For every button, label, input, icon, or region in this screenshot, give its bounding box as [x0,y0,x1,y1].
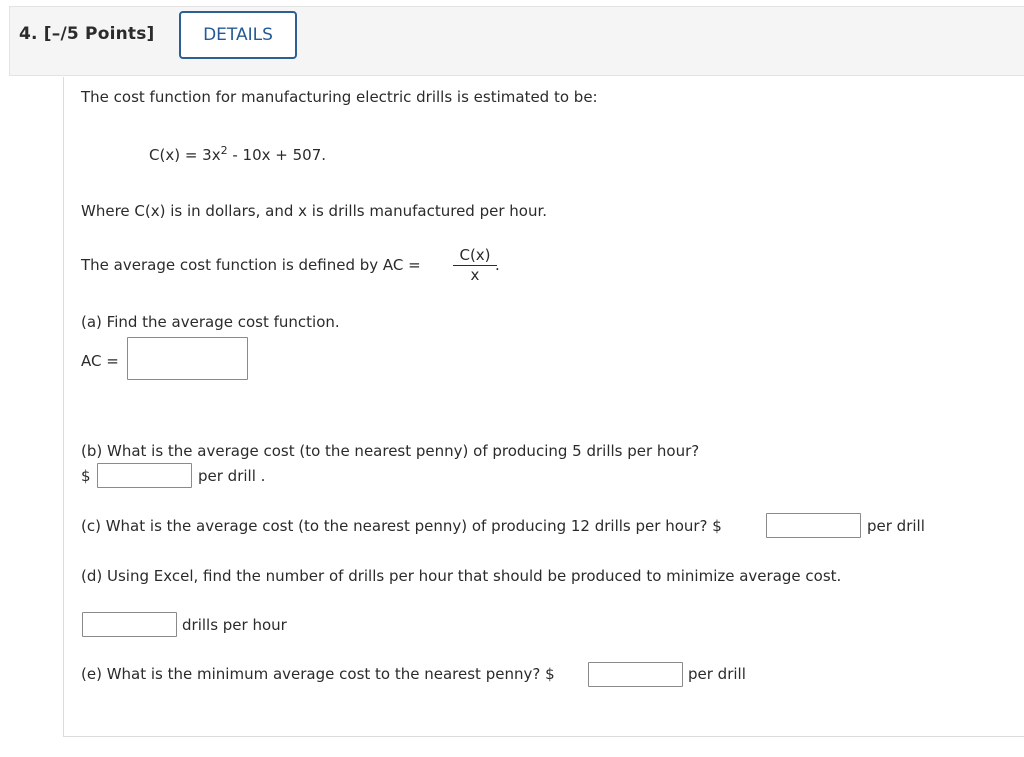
part-a-prompt: (a) Find the average cost function. [81,313,340,331]
question-points-label: 4. [–/5 Points] [19,24,155,44]
part-a-answer-input[interactable] [127,337,248,380]
part-d-prompt: (d) Using Excel, find the number of drills per hour that should be produced to minimize average cost. [81,567,842,585]
part-b-answer-input[interactable] [97,463,192,488]
details-button[interactable]: DETAILS [179,11,297,59]
part-a-label: AC = [81,352,119,370]
part-e-unit: per drill [688,665,746,683]
fraction-period: . [495,256,500,274]
part-b-unit: per drill . [198,467,266,485]
average-cost-definition: The average cost function is defined by AC = [81,256,421,274]
cost-function-prefix: C(x) = 3x [149,146,221,164]
cost-function [149,146,326,164]
part-d-answer-input[interactable] [82,612,177,637]
cost-function-exponent: 2 [220,144,228,157]
part-c-unit: per drill [867,517,925,535]
part-e-prompt: (e) What is the minimum average cost to the nearest penny? $ [81,665,555,683]
intro-text: The cost function for manufacturing electric drills is estimated to be: [81,88,598,106]
where-text: Where C(x) is in dollars, and x is drills manufactured per hour. [81,202,548,220]
question-header [9,6,1024,76]
part-d-unit: drills per hour [182,616,287,634]
part-b-prompt: (b) What is the average cost (to the nearest penny) of producing 5 drills per hour? [81,442,700,460]
average-cost-fraction [453,247,497,284]
part-c-prompt: (c) What is the average cost (to the nearest penny) of producing 12 drills per hour? $ [81,517,722,535]
part-e-answer-input[interactable] [588,662,683,687]
part-b-currency: $ [81,467,91,485]
part-c-answer-input[interactable] [766,513,861,538]
question-body [63,77,1024,737]
cost-function-suffix: - 10x + 507. [227,146,327,164]
fraction-numerator: C(x) [453,247,497,266]
fraction-denominator: x [470,266,480,284]
